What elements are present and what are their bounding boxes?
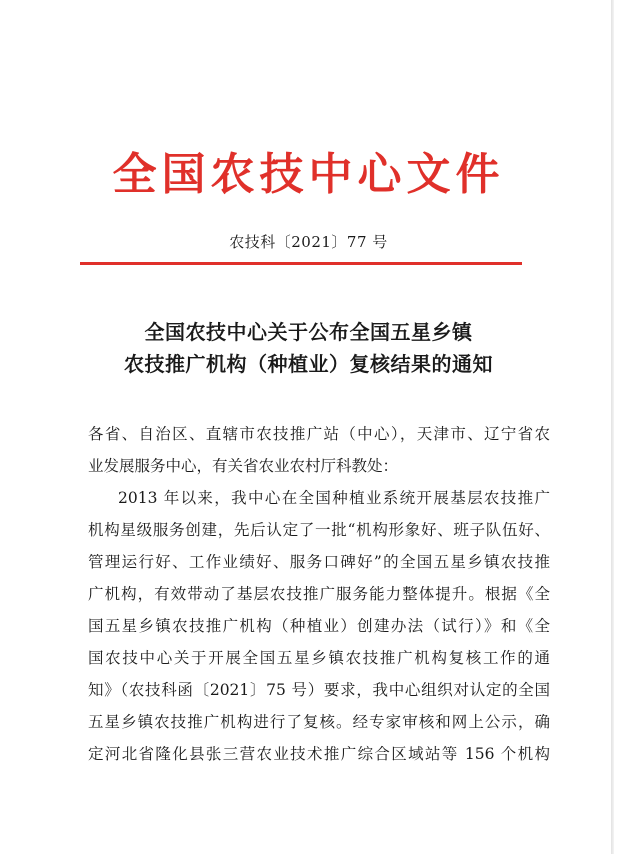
title-line-1: 全国农技中心关于公布全国五星乡镇: [144, 320, 473, 344]
document-body: [88, 418, 550, 770]
paragraph-line-5: 国五星乡镇农技推广机构（种植业）创建办法（试行）》和《全: [88, 617, 550, 635]
document-title: [0, 316, 617, 380]
paragraph-line-2: 机构星级服务创建，先后认定了一批“机构形象好、班子队伍好、: [88, 521, 550, 539]
scan-edge: [611, 0, 614, 854]
document-number: 农技科〔2021〕77 号: [229, 233, 388, 251]
issuer-header: 全国农技中心文件: [112, 149, 505, 200]
paragraph-line-6: 国农技中心关于开展全国五星乡镇农技推广机构复核工作的通: [88, 649, 550, 667]
paragraph-line-7: 知》（农技科函〔2021〕75 号）要求，我中心组织对认定的全国: [88, 681, 550, 699]
paragraph-line-9: 定河北省隆化县张三营农业技术推广综合区域站等 156 个机构: [88, 745, 550, 763]
red-divider: [80, 262, 522, 265]
salutation-line-1: 各省、自治区、直辖市农技推广站（中心），天津市、辽宁省农: [88, 425, 550, 443]
paragraph-line-4: 广机构，有效带动了基层农技推广服务能力整体提升。根据《全: [88, 585, 550, 603]
paragraph-line-1: 2013 年以来，我中心在全国种植业系统开展基层农技推广: [118, 489, 550, 507]
title-line-2: 农技推广机构（种植业）复核结果的通知: [124, 352, 493, 376]
paragraph-line-3: 管理运行好、工作业绩好、服务口碑好”的全国五星乡镇农技推: [88, 553, 550, 571]
salutation-line-2: 业发展服务中心，有关省农业农村厅科教处：: [88, 457, 399, 475]
paragraph-line-8: 五星乡镇农技推广机构进行了复核。经专家审核和网上公示，确: [88, 713, 550, 731]
